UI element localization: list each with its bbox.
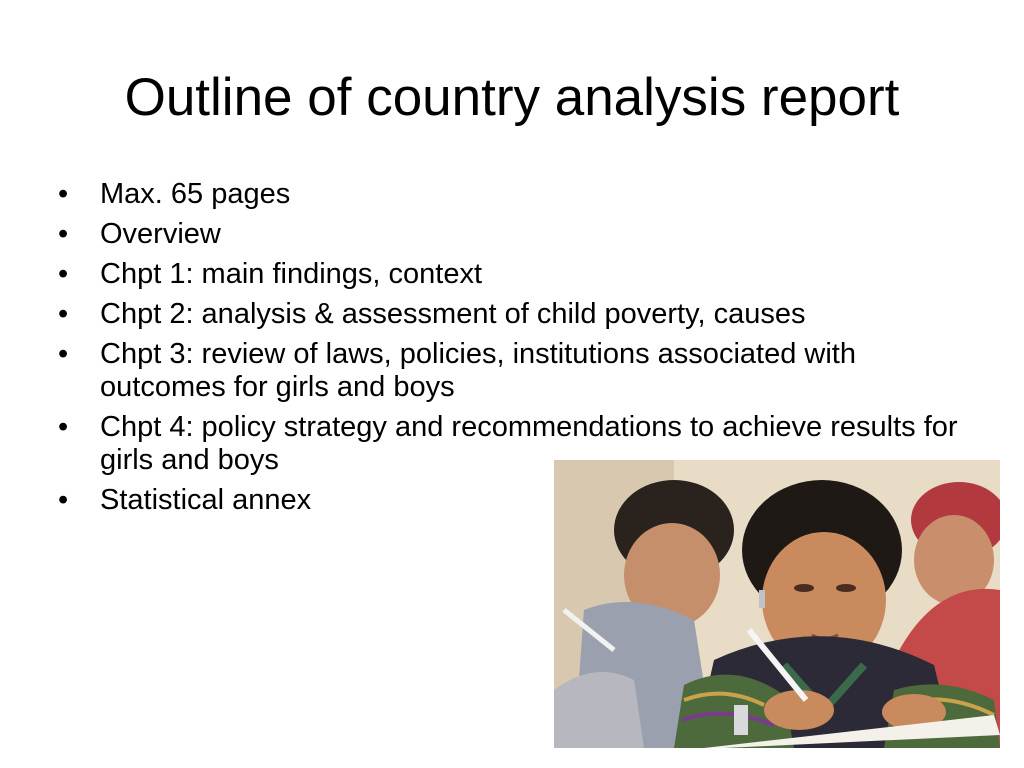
bullet-item: • Chpt 1: main findings, context [58,258,978,291]
bullet-item: • Chpt 3: review of laws, policies, institutions associated with outcomes for girls and boys [58,338,978,404]
bullet-item: • Overview [58,218,978,251]
classroom-photo [554,460,1000,748]
bullet-item: • Chpt 4: policy strategy and recommendations to achieve results for girls and boys [58,411,978,477]
bullet-item: • Chpt 2: analysis & assessment of child poverty, causes [58,298,978,331]
bullet-item: • Statistical annex [58,484,978,517]
bullet-item: • Max. 65 pages [58,178,978,211]
slide-title: Outline of country analysis report [124,68,900,127]
